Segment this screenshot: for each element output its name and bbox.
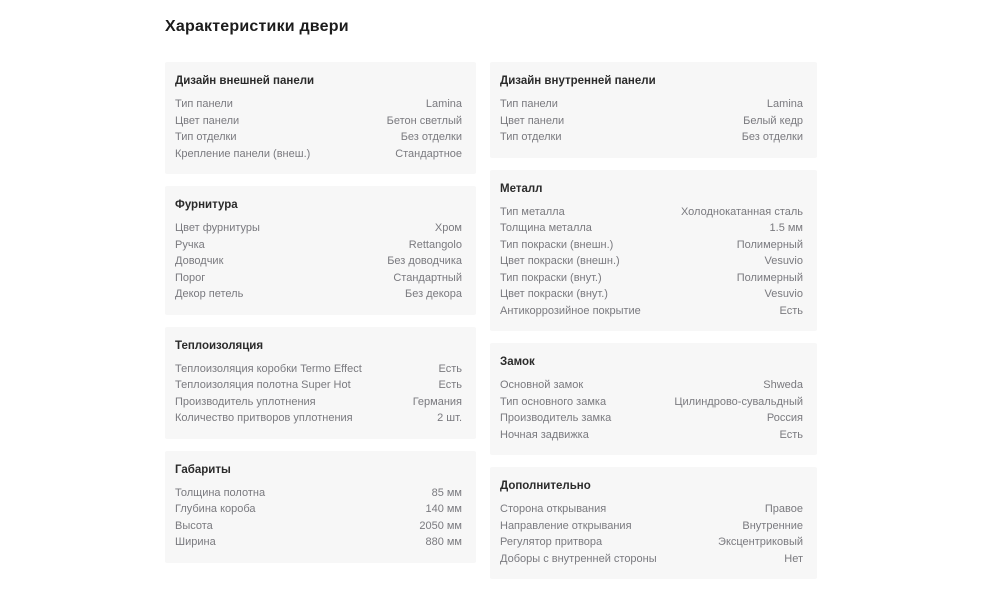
spec-label: Тип отделки — [175, 131, 237, 143]
spec-row — [175, 270, 462, 287]
card-title: Дизайн внешней панели — [175, 75, 315, 87]
spec-value: 2 шт. — [437, 412, 462, 424]
spec-label: Ночная задвижка — [500, 428, 589, 441]
spec-label: Цвет покраски (внут.) — [500, 288, 608, 300]
spec-value: Эксцентриковый — [718, 536, 803, 548]
card-hardware — [165, 186, 476, 315]
spec-row — [500, 253, 803, 270]
spec-label: Толщина полотна — [175, 486, 266, 499]
spec-value: 85 мм — [431, 486, 462, 499]
spec-value: Lamina — [766, 98, 803, 110]
spec-label: Количество притворов уплотнения — [175, 412, 353, 424]
spec-row — [175, 286, 462, 303]
spec-value: Без отделки — [400, 131, 462, 143]
spec-row — [500, 377, 803, 394]
spec-value: Бетон светлый — [386, 114, 462, 127]
spec-value: Стандартный — [393, 271, 462, 284]
spec-label: Тип основного замка — [500, 395, 607, 408]
spec-column-left — [165, 62, 476, 563]
spec-row — [500, 237, 803, 254]
spec-row — [175, 410, 462, 427]
spec-value: 2050 мм — [419, 519, 462, 532]
spec-label: Доводчик — [175, 255, 224, 267]
card-title: Габариты — [175, 463, 231, 476]
spec-columns — [165, 62, 825, 579]
spec-row — [175, 113, 462, 130]
spec-row — [175, 361, 462, 378]
spec-label: Тип покраски (внешн.) — [500, 238, 614, 251]
spec-value: Есть — [779, 304, 803, 317]
spec-row — [500, 96, 803, 113]
spec-value: Внутренние — [742, 519, 803, 532]
card-thermal-insulation — [165, 327, 476, 439]
spec-value: Есть — [438, 379, 462, 391]
spec-value: Хром — [434, 222, 462, 234]
spec-row — [500, 220, 803, 237]
spec-label: Тип панели — [175, 98, 233, 110]
spec-label: Цвет покраски (внешн.) — [500, 255, 620, 267]
spec-label: Глубина короба — [175, 503, 256, 515]
card-title: Фурнитура — [175, 199, 238, 211]
spec-row — [500, 427, 803, 444]
spec-label: Высота — [175, 519, 213, 532]
spec-row — [175, 96, 462, 113]
spec-row — [175, 377, 462, 394]
spec-value: Белый кедр — [743, 114, 803, 127]
card-title: Замок — [500, 356, 535, 368]
spec-column-right — [490, 62, 817, 579]
spec-label: Тип отделки — [500, 131, 562, 143]
spec-label: Ширина — [175, 536, 216, 548]
card-title: Металл — [500, 182, 543, 195]
spec-value: Без отделки — [741, 131, 803, 143]
spec-value: Полимерный — [736, 271, 803, 284]
card-title: Теплоизоляция — [175, 339, 264, 352]
spec-value: Rettangolo — [408, 238, 462, 251]
spec-value: Холоднокатанная сталь — [680, 205, 803, 218]
card-interior-panel-design — [490, 62, 817, 158]
spec-value: Без декора — [404, 288, 462, 300]
card-title: Дополнительно — [500, 480, 591, 492]
spec-label: Цвет панели — [500, 114, 565, 127]
spec-row — [175, 534, 462, 551]
spec-value: 1.5 мм — [769, 222, 803, 234]
spec-row — [175, 237, 462, 254]
spec-label: Цвет панели — [175, 114, 240, 127]
spec-label: Теплоизоляция коробки Termo Effect — [175, 362, 362, 375]
spec-row — [500, 270, 803, 287]
card-additional — [490, 467, 817, 579]
card-metal — [490, 170, 817, 332]
spec-value: Shweda — [763, 379, 803, 391]
spec-value: Lamina — [425, 98, 462, 110]
spec-row — [175, 129, 462, 146]
spec-row — [175, 394, 462, 411]
spec-row — [500, 113, 803, 130]
spec-row — [500, 394, 803, 411]
spec-label: Цвет фурнитуры — [175, 222, 260, 234]
spec-value: Vesuvio — [764, 288, 803, 300]
spec-label: Декор петель — [175, 288, 244, 300]
card-title: Дизайн внутренней панели — [500, 75, 656, 87]
spec-value: Россия — [766, 412, 803, 424]
spec-value: Без доводчика — [387, 255, 462, 267]
spec-value: Германия — [412, 395, 462, 408]
spec-label: Крепление панели (внеш.) — [175, 147, 311, 160]
spec-label: Ручка — [175, 238, 205, 251]
spec-row — [500, 518, 803, 535]
spec-row — [175, 485, 462, 502]
card-exterior-panel-design — [165, 62, 476, 174]
spec-value: 880 мм — [425, 536, 462, 548]
spec-label: Толщина металла — [500, 222, 592, 234]
spec-row — [500, 501, 803, 518]
spec-label: Сторона открывания — [500, 503, 607, 515]
spec-value: Цилиндрово-сувальдный — [674, 395, 803, 408]
spec-row — [500, 410, 803, 427]
spec-value: Полимерный — [736, 238, 803, 251]
spec-value: Есть — [779, 428, 803, 441]
spec-row — [500, 534, 803, 551]
spec-row — [175, 253, 462, 270]
spec-row — [500, 129, 803, 146]
spec-label: Тип металла — [500, 205, 565, 218]
spec-value: Правое — [764, 503, 803, 515]
spec-label: Основной замок — [500, 379, 584, 391]
page-title: Характеристики двери — [165, 18, 349, 35]
spec-row — [500, 204, 803, 221]
spec-row — [175, 220, 462, 237]
spec-value: 140 мм — [425, 503, 462, 515]
spec-value: Vesuvio — [764, 255, 803, 267]
spec-value: Нет — [784, 552, 803, 565]
spec-label: Регулятор притвора — [500, 536, 603, 548]
spec-label: Порог — [175, 271, 206, 284]
spec-label: Теплоизоляция полотна Super Hot — [175, 379, 351, 391]
spec-label: Направление открывания — [500, 519, 632, 532]
spec-label: Производитель замка — [500, 412, 612, 424]
card-lock — [490, 343, 817, 455]
spec-row — [500, 551, 803, 568]
spec-label: Доборы с внутренней стороны — [500, 552, 657, 565]
spec-row — [175, 518, 462, 535]
spec-label: Антикоррозийное покрытие — [500, 304, 641, 317]
spec-label: Тип панели — [500, 98, 558, 110]
spec-value: Стандартное — [395, 147, 462, 160]
spec-row — [500, 286, 803, 303]
spec-label: Тип покраски (внут.) — [500, 271, 602, 284]
door-specs-section — [165, 18, 825, 579]
spec-row — [175, 146, 462, 163]
card-dimensions — [165, 451, 476, 563]
spec-label: Производитель уплотнения — [175, 395, 316, 408]
spec-row — [500, 303, 803, 320]
spec-value: Есть — [438, 362, 462, 375]
spec-row — [175, 501, 462, 518]
